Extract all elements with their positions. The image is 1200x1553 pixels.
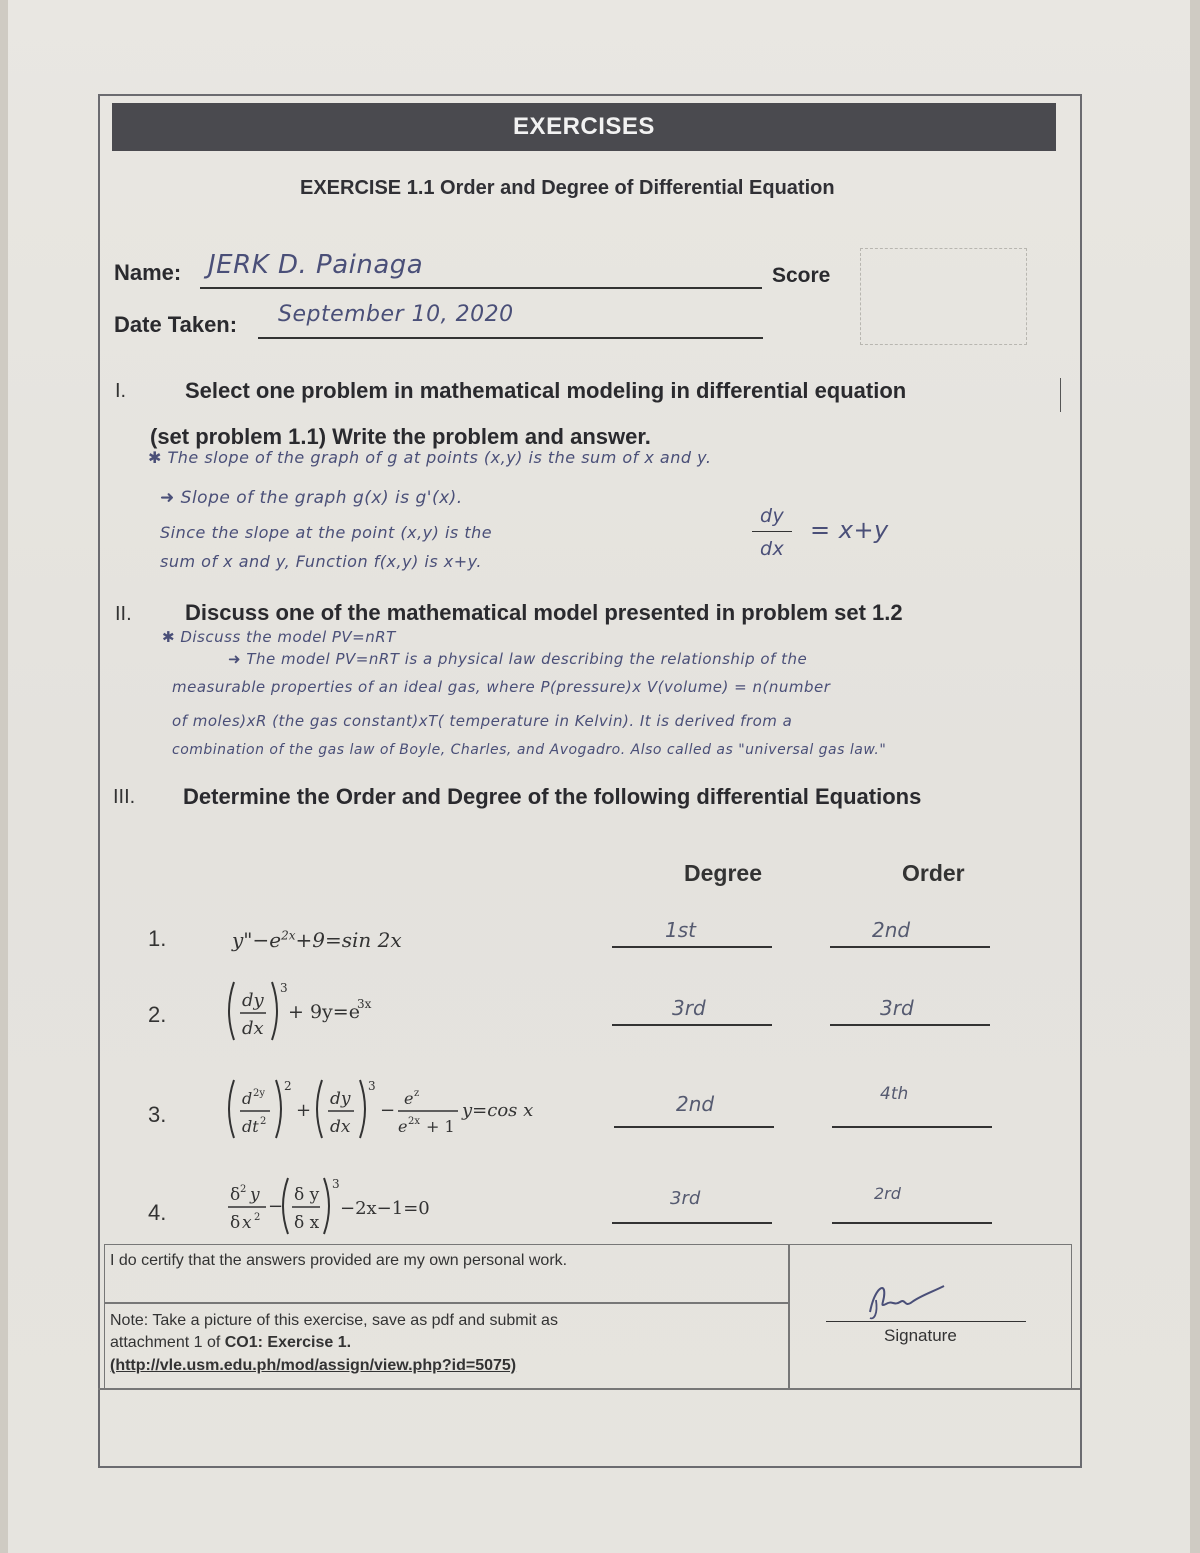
svg-text:2: 2 xyxy=(254,1212,261,1223)
item-1-degree-answer: 1st xyxy=(665,918,696,942)
svg-text:+ 9y=e: + 9y=e xyxy=(288,1001,360,1023)
note-line-2 xyxy=(110,1334,351,1352)
item-4-order-answer: 2rd xyxy=(874,1184,901,1203)
section-2-answer-line-5: combination of the gas law of Boyle, Charles, and Avogadro. Also called as "universal gas law." xyxy=(172,742,887,758)
section-3-numeral: III. xyxy=(113,786,136,808)
svg-text:2: 2 xyxy=(240,1184,247,1195)
section-2-numeral: II. xyxy=(115,603,132,625)
formula-rhs: = x+y xyxy=(810,516,889,544)
item-4-degree-answer: 3rd xyxy=(670,1188,701,1209)
svg-text:−2x−1=0: −2x−1=0 xyxy=(340,1198,430,1219)
note-url-link[interactable]: (http://vle.usm.edu.ph/mod/assign/view.php?id=5075) xyxy=(110,1357,517,1374)
item-2-order-answer: 3rd xyxy=(880,996,914,1020)
svg-text:δ y: δ y xyxy=(294,1185,320,1205)
svg-text:e: e xyxy=(404,1089,414,1108)
certify-statement: I do certify that the answers provided are my own personal work. xyxy=(110,1252,568,1269)
section-2-answer-line-3: measurable properties of an ideal gas, where P(pressure)x V(volume) = n(number xyxy=(172,678,831,696)
section-1-answer-line-1: ✱ The slope of the graph of g at points (x,y) is the sum of x and y. xyxy=(148,448,712,467)
signature-line xyxy=(826,1321,1026,1322)
name-value: JERK D. Painaga xyxy=(208,250,424,280)
item-4-number: 4. xyxy=(148,1200,167,1225)
item-3-order-answer: 4th xyxy=(880,1084,909,1104)
score-box xyxy=(860,248,1027,345)
item-1-degree-line xyxy=(612,946,772,948)
header-title: EXERCISES xyxy=(513,113,655,140)
section-2-answer-line-4: of moles)xR (the gas constant)xT( temperature in Kelvin). It is derived from a xyxy=(172,712,793,730)
svg-text:y: y xyxy=(250,1185,260,1205)
order-column-header: Order xyxy=(902,860,965,886)
svg-text:y=cos x: y=cos x xyxy=(462,1100,534,1121)
item-2-degree-line xyxy=(612,1024,772,1026)
item-3-order-line xyxy=(832,1126,992,1128)
name-line xyxy=(200,287,762,289)
svg-text:2: 2 xyxy=(260,1116,267,1127)
note-line-2-prefix: attachment 1 of xyxy=(110,1334,225,1351)
section-2-answer-line-1: ✱ Discuss the model PV=nRT xyxy=(162,628,396,646)
item-2-order-line xyxy=(830,1024,990,1026)
item-4-order-line xyxy=(832,1222,992,1224)
svg-text:−: − xyxy=(268,1196,284,1217)
svg-text:3: 3 xyxy=(280,981,288,995)
item-3-degree-line xyxy=(614,1126,774,1128)
equation-3 xyxy=(222,1074,562,1144)
exercises-header xyxy=(112,103,1056,151)
svg-text:dx: dx xyxy=(242,1018,264,1039)
exercise-title: EXERCISE 1.1 Order and Degree of Differential Equation xyxy=(300,177,835,199)
svg-text:−: − xyxy=(380,1100,396,1121)
svg-text:e: e xyxy=(398,1117,408,1136)
item-3-degree-answer: 2nd xyxy=(676,1092,715,1116)
svg-text:+ 1: + 1 xyxy=(426,1117,455,1136)
section-1-numeral: I. xyxy=(115,380,127,402)
note-course-ref: CO1: Exercise 1. xyxy=(224,1334,352,1351)
section-2-answer-line-2: ➜ The model PV=nRT is a physical law describing the relationship of the xyxy=(228,650,808,668)
date-label: Date Taken: xyxy=(114,312,238,337)
svg-text:δ: δ xyxy=(230,1185,241,1205)
equation-2 xyxy=(222,976,392,1046)
item-3-number: 3. xyxy=(148,1102,167,1127)
formula-denominator: dx xyxy=(760,538,785,560)
svg-text:x: x xyxy=(242,1213,252,1233)
formula-fraction-bar xyxy=(752,531,792,532)
section-1-right-rule xyxy=(1060,378,1061,412)
svg-text:δ: δ xyxy=(230,1213,241,1233)
section-2-question: Discuss one of the mathematical model presented in problem set 1.2 xyxy=(185,600,903,625)
item-4-degree-line xyxy=(612,1222,772,1224)
signature-label: Signature xyxy=(884,1326,957,1345)
equation-4 xyxy=(222,1172,482,1240)
section-1-answer-line-4: sum of x and y, Function f(x,y) is x+y. xyxy=(160,552,482,571)
date-value: September 10, 2020 xyxy=(278,302,514,327)
item-1-order-line xyxy=(830,946,990,948)
svg-text:3x: 3x xyxy=(357,997,372,1011)
svg-text:3: 3 xyxy=(368,1079,376,1093)
equation-1: $y"-e^{2x}+9=\sin$ 2x xyxy=(232,928,402,952)
section-1-question-line1: Select one problem in mathematical modeling in differential equation xyxy=(185,378,907,403)
section-1-answer-line-2: ➜ Slope of the graph g(x) is g'(x). xyxy=(160,488,463,508)
formula-numerator: dy xyxy=(760,505,785,527)
note-line-1: Note: Take a picture of this exercise, save as pdf and submit as xyxy=(110,1312,558,1329)
svg-text:d: d xyxy=(242,1089,253,1108)
svg-text:dy: dy xyxy=(330,1089,351,1109)
svg-text:2: 2 xyxy=(284,1079,292,1093)
svg-text:2x: 2x xyxy=(408,1116,421,1127)
svg-text:δ x: δ x xyxy=(294,1213,320,1233)
section-1-question-line2: (set problem 1.1) Write the problem and answer. xyxy=(150,424,651,449)
item-1-number: 1. xyxy=(148,926,167,951)
svg-text:dx: dx xyxy=(330,1117,351,1137)
svg-text:z: z xyxy=(414,1088,420,1099)
section-3-question: Determine the Order and Degree of the following differential Equations xyxy=(183,784,922,809)
date-line xyxy=(258,337,763,339)
svg-text:2y: 2y xyxy=(253,1088,266,1099)
degree-column-header: Degree xyxy=(684,860,762,886)
footer-bottom-rule xyxy=(98,1388,1080,1390)
item-2-number: 2. xyxy=(148,1002,167,1027)
svg-text:dt: dt xyxy=(242,1117,259,1136)
svg-text:+: + xyxy=(296,1100,312,1121)
handwritten-signature xyxy=(848,1278,968,1322)
svg-text:dy: dy xyxy=(242,990,264,1011)
item-2-degree-answer: 3rd xyxy=(672,996,706,1020)
item-1-order-answer: 2nd xyxy=(872,918,911,942)
svg-text:3: 3 xyxy=(332,1177,340,1191)
score-label: Score xyxy=(772,264,831,287)
name-label: Name: xyxy=(114,260,182,285)
section-1-answer-line-3: Since the slope at the point (x,y) is the xyxy=(160,523,493,542)
